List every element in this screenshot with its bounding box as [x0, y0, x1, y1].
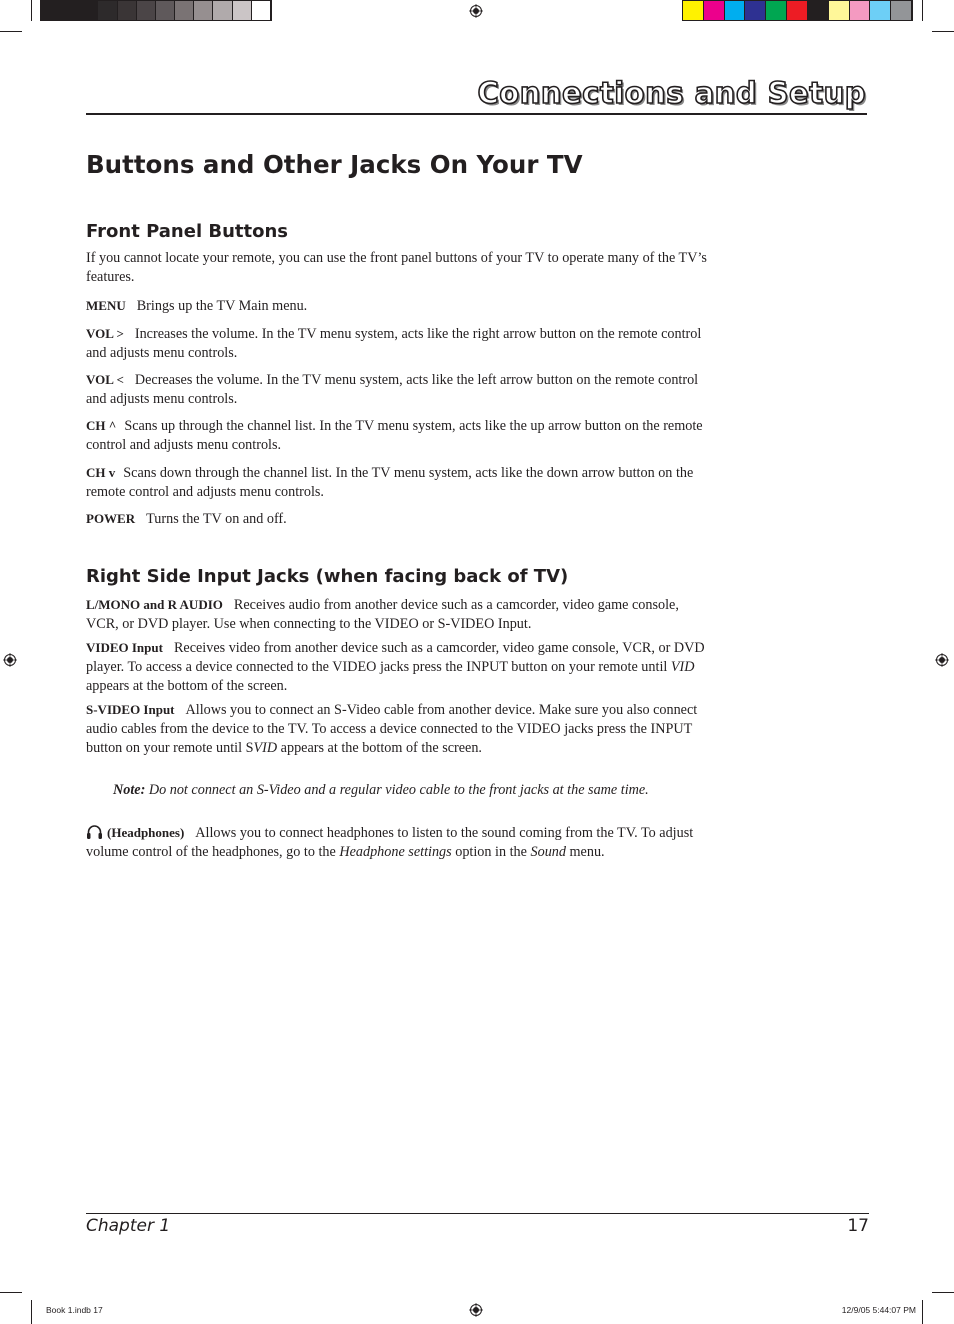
registration-mark-icon	[469, 1303, 483, 1317]
vol-down-desc: Decreases the volume. In the TV menu system, acts like the left arrow button on the remote control and adjusts menu controls.	[86, 372, 699, 407]
headphones-desc-em2: Sound	[530, 844, 566, 860]
registration-mark-icon	[3, 653, 17, 667]
video-desc-end: appears at the bottom of the screen.	[86, 678, 288, 694]
gray-swatch	[213, 1, 232, 20]
section-title: Connections and Setup	[477, 76, 866, 110]
power-term: POWER	[86, 511, 136, 526]
ch-up-term: CH ^	[86, 418, 117, 433]
color-swatch	[787, 1, 808, 20]
gray-swatch	[98, 1, 117, 20]
svideo-item	[86, 700, 711, 758]
crop-mark	[932, 31, 954, 32]
video-item	[86, 638, 711, 696]
ch-up-desc: Scans up through the channel list. In the TV menu system, acts like the up arrow button on the remote control and adjusts menu controls.	[86, 418, 703, 453]
color-swatch	[766, 1, 787, 20]
vol-down-item	[86, 370, 711, 409]
crop-mark	[31, 1300, 32, 1324]
slug-file: Book 1.indb 17	[46, 1305, 103, 1315]
ch-down-term: CH v	[86, 465, 116, 480]
video-term: VIDEO Input	[86, 640, 163, 655]
gray-swatch	[175, 1, 194, 20]
ch-up-item	[86, 416, 711, 455]
page-number: 17	[847, 1216, 869, 1236]
note	[113, 781, 673, 800]
gray-swatch	[252, 1, 271, 20]
ch-down-item	[86, 463, 711, 502]
slug-date: 12/9/05 5:44:07 PM	[841, 1305, 916, 1315]
crop-mark	[932, 1292, 954, 1293]
grayscale-color-bar	[40, 0, 272, 21]
power-item	[86, 509, 711, 529]
lmono-item	[86, 595, 711, 634]
color-swatch	[808, 1, 829, 20]
gray-swatch	[233, 1, 252, 20]
vol-up-term: VOL >	[86, 326, 124, 341]
color-swatch	[870, 1, 891, 20]
color-swatch	[850, 1, 871, 20]
registration-mark-icon	[469, 4, 483, 18]
svideo-desc-em: VID	[253, 740, 278, 756]
headphones-desc-end: menu.	[569, 844, 605, 860]
gray-swatch	[156, 1, 175, 20]
menu-desc: Brings up the TV Main menu.	[136, 298, 308, 314]
front-panel-intro: If you cannot locate your remote, you can use the front panel buttons of your TV to operate many of the TV’s features.	[86, 250, 707, 285]
lmono-term: L/MONO and R AUDIO	[86, 597, 223, 612]
process-color-bar	[682, 0, 913, 21]
headphones-term: (Headphones)	[107, 825, 185, 840]
menu-item	[86, 296, 711, 316]
headphones-desc: Allows you to connect headphones to listen to the sound coming from the TV. To adjust volume control of the headphones, go to the	[86, 825, 694, 860]
color-swatch	[745, 1, 766, 20]
crop-mark	[31, 0, 32, 21]
header-rule	[86, 113, 867, 115]
vol-down-term: VOL <	[86, 372, 124, 387]
page-title: Buttons and Other Jacks On Your TV	[86, 150, 583, 179]
crop-mark	[0, 1292, 22, 1293]
headphones-icon	[86, 824, 103, 840]
lmono-desc: Receives audio from another device such as a camcorder, video game console, VCR, or DVD player. Use when connecting to the VIDEO or S-VIDEO Input.	[86, 597, 679, 632]
registration-mark-icon	[935, 653, 949, 667]
gray-swatch	[60, 1, 79, 20]
svideo-desc: Allows you to connect an S-Video cable from another device. Make sure you also connect audio cables from the device to the TV. To access a device connected to the VIDEO jacks press the INPUT button on your remote until S	[86, 702, 698, 756]
menu-term: MENU	[86, 298, 126, 313]
note-label: Note:	[113, 782, 146, 798]
front-panel-heading: Front Panel Buttons	[86, 221, 289, 242]
color-swatch	[725, 1, 746, 20]
headphones-desc-mid: option in the	[455, 844, 527, 860]
color-swatch	[704, 1, 725, 20]
note-text: Do not connect an S-Video and a regular video cable to the front jacks at the same time.	[148, 782, 649, 798]
svideo-term: S-VIDEO Input	[86, 702, 175, 717]
headphones-item	[86, 823, 711, 862]
vol-up-desc: Increases the volume. In the TV menu system, acts like the right arrow button on the remote control and adjusts menu controls.	[86, 326, 702, 361]
vol-up-item	[86, 324, 711, 363]
footer-rule	[86, 1213, 869, 1214]
svideo-desc-end: appears at the bottom of the screen.	[280, 740, 482, 756]
ch-down-desc: Scans down through the channel list. In the TV menu system, acts like the down arrow button on the remote control and adjusts menu controls.	[86, 465, 694, 500]
gray-swatch	[137, 1, 156, 20]
crop-mark	[0, 31, 22, 32]
gray-swatch	[41, 1, 60, 20]
color-swatch	[683, 1, 704, 20]
headphones-desc-em1: Headphone settings	[339, 844, 452, 860]
footer-chapter: Chapter 1	[86, 1216, 171, 1236]
video-desc: Receives video from another device such as a camcorder, video game console, VCR, or DVD player. To access a device connected to the VIDEO jacks press the INPUT button on your remote until	[86, 640, 705, 675]
crop-mark	[922, 0, 923, 21]
video-desc-em: VID	[670, 659, 695, 675]
right-side-heading: Right Side Input Jacks (when facing back of TV)	[86, 566, 569, 587]
gray-swatch	[118, 1, 137, 20]
crop-mark	[922, 1300, 923, 1324]
color-swatch	[891, 1, 912, 20]
gray-swatch	[194, 1, 213, 20]
gray-swatch	[79, 1, 98, 20]
power-desc: Turns the TV on and off.	[146, 511, 287, 527]
color-swatch	[829, 1, 850, 20]
